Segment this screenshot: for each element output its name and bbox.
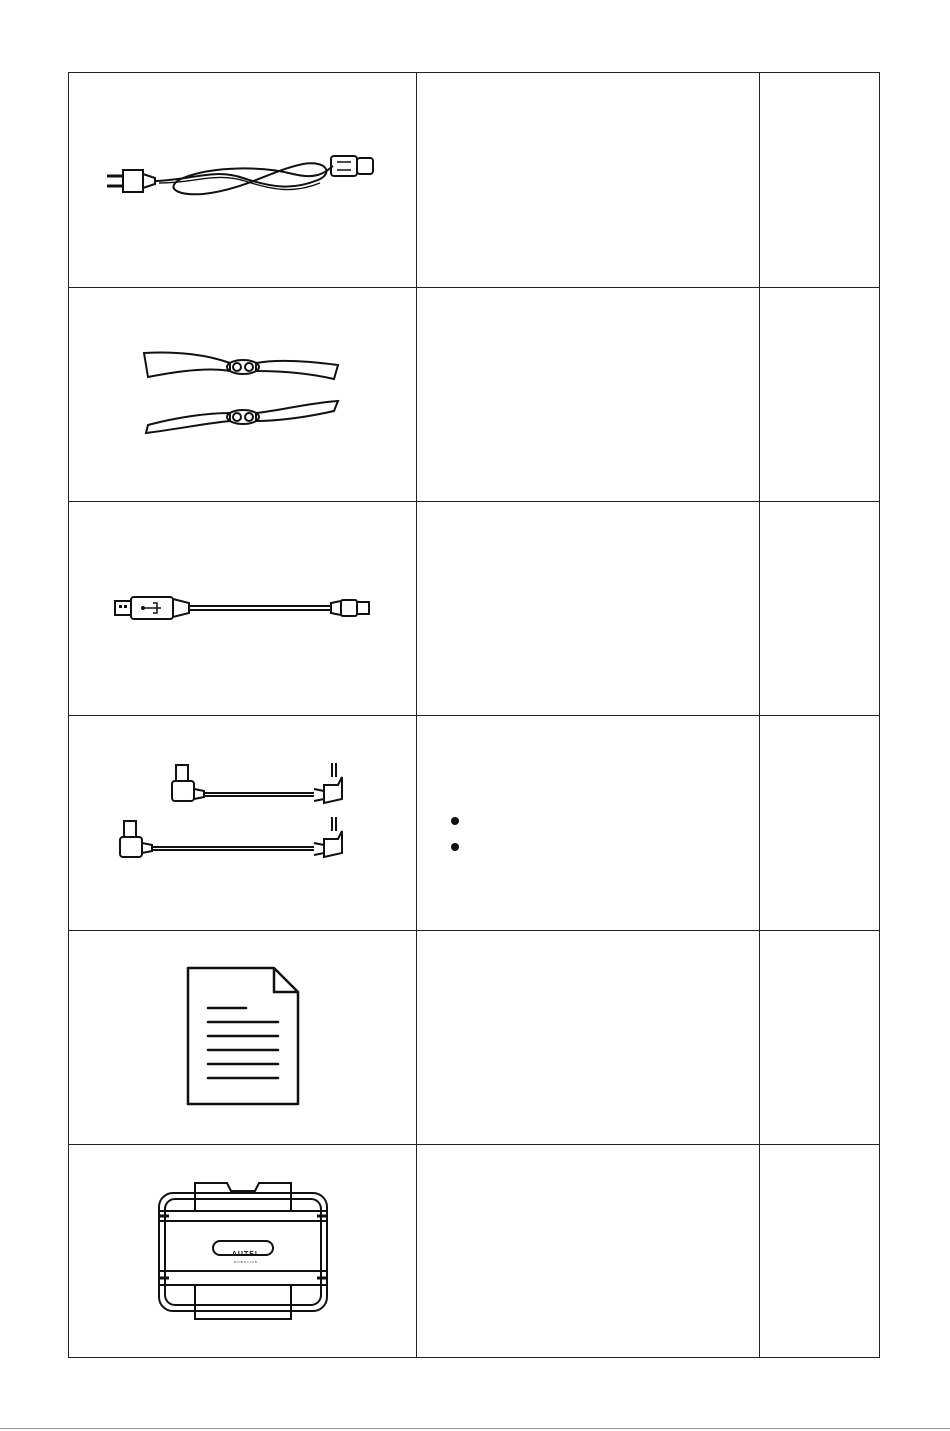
usb-cable-icon	[113, 593, 373, 623]
table-row-image-usb-cable	[69, 501, 417, 715]
page-bottom-rule	[0, 1428, 950, 1429]
table-row-quantity	[761, 287, 881, 501]
accessory-table	[68, 72, 880, 1358]
table-row-image-propellers	[69, 287, 417, 501]
table-row-description	[417, 287, 761, 501]
table-row-description	[417, 73, 761, 287]
case-logo-brand: AUTEL	[231, 1251, 261, 1258]
table-row-description	[417, 1144, 761, 1357]
table-row-quantity	[761, 715, 881, 930]
document-icon	[184, 964, 302, 1110]
table-row-image-documents	[69, 930, 417, 1144]
table-row-description	[417, 501, 761, 715]
rc-cable-icon	[118, 763, 368, 883]
table-row-quantity	[761, 501, 881, 715]
table-row-description	[417, 715, 761, 930]
bullet-dot-icon	[451, 817, 459, 825]
table-row-image-power-cable	[69, 73, 417, 287]
case-logo-subtext: ROBOTICS	[234, 1260, 258, 1264]
bullet-dot-icon	[451, 843, 459, 851]
table-row-quantity	[761, 73, 881, 287]
table-row-quantity	[761, 930, 881, 1144]
table-row-quantity	[761, 1144, 881, 1357]
case-logo-sub	[218, 1256, 274, 1262]
propeller-pair-icon	[138, 349, 348, 439]
power-cord-icon	[103, 150, 383, 210]
table-row-image-rc-cables	[69, 715, 417, 930]
table-row-description	[417, 930, 761, 1144]
